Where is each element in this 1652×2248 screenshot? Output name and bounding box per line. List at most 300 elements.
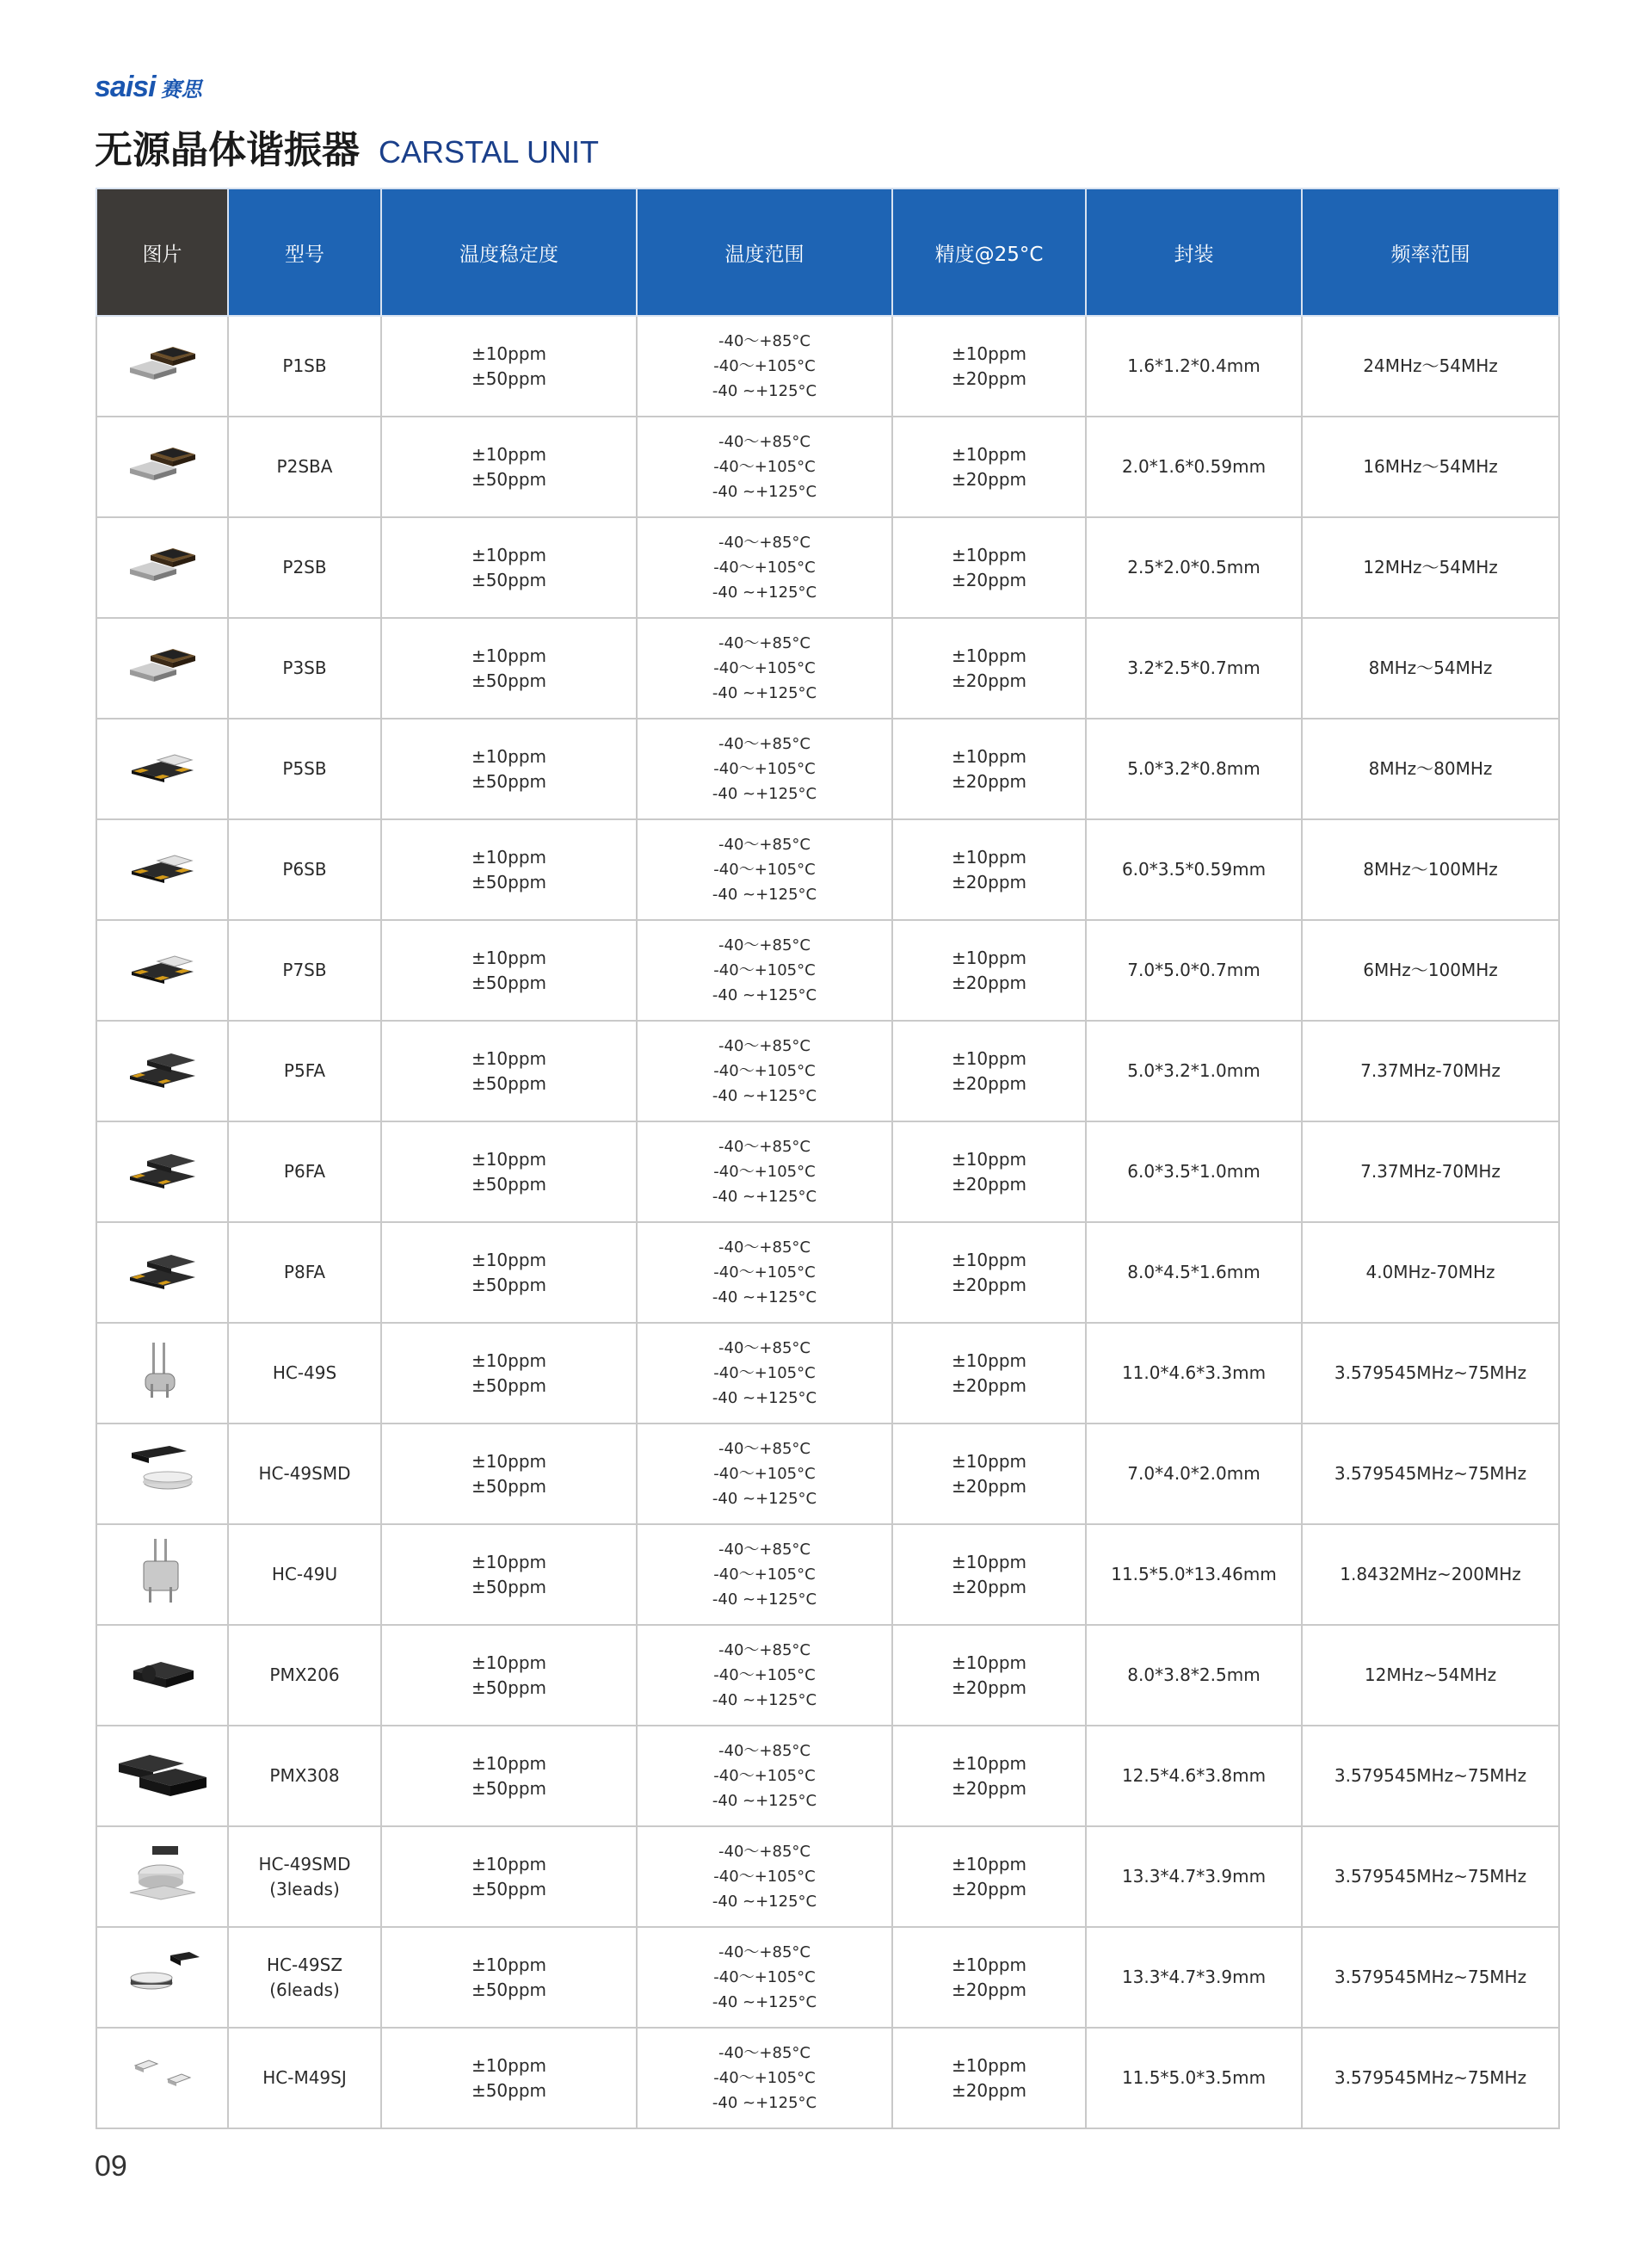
temp-line: -40 ~+125°C (712, 1288, 817, 1306)
package-cell: 1.6*1.2*0.4mm (1086, 316, 1302, 417)
temp-range-cell (637, 417, 892, 517)
model-line: P8FA (283, 1262, 326, 1282)
stability-line: ±50ppm (471, 1576, 547, 1597)
stability-line: ±50ppm (471, 1072, 547, 1094)
model-cell (228, 1021, 381, 1121)
temp-line: -40～+105°C (713, 1566, 816, 1584)
accuracy-cell (892, 1826, 1086, 1927)
freq-range-cell: 3.579545MHz~75MHz (1302, 2028, 1559, 2128)
temp-line: -40～+85°C (718, 2044, 811, 2062)
accuracy-line: ±10ppm (951, 1551, 1027, 1572)
freq-range-cell: 8MHz～54MHz (1302, 618, 1559, 719)
freq-range-cell: 8MHz～100MHz (1302, 819, 1559, 920)
temp-line: -40～+105°C (713, 659, 816, 677)
accuracy-line: ±10ppm (951, 1047, 1027, 1069)
product-image-cell (96, 920, 228, 1021)
accuracy-line: ±20ppm (951, 1576, 1027, 1597)
model-cell (228, 618, 381, 719)
table-header-row (96, 188, 1559, 316)
hc49smd-pair-icon (97, 1442, 227, 1506)
stability-line: ±50ppm (471, 1274, 547, 1295)
header-package: 封装 (1086, 188, 1302, 316)
temp-line: -40 ~+125°C (712, 584, 817, 602)
accuracy-cell (892, 618, 1086, 719)
stability-line: ±10ppm (471, 1954, 547, 1975)
package-cell: 11.0*4.6*3.3mm (1086, 1323, 1302, 1424)
temp-range-cell (637, 316, 892, 417)
accuracy-line: ±20ppm (951, 670, 1027, 691)
accuracy-cell (892, 417, 1086, 517)
temp-line: -40 ~+125°C (712, 1590, 817, 1609)
model-cell (228, 417, 381, 517)
table-row (96, 1424, 1559, 1524)
temp-line: -40 ~+125°C (712, 1490, 817, 1508)
temp-range-cell (637, 1524, 892, 1625)
table-row (96, 1927, 1559, 2028)
model-line: (6leads) (269, 1979, 340, 2000)
table-row (96, 1021, 1559, 1121)
temp-range-cell (637, 1323, 892, 1424)
smd-black-molded-icon (97, 1147, 227, 1197)
temp-line: -40～+105°C (713, 1868, 816, 1886)
product-image-cell (96, 1826, 228, 1927)
smd-ceramic-4pad-dual-icon (97, 543, 227, 593)
temp-range-cell (637, 719, 892, 819)
temp-line: -40 ~+125°C (712, 986, 817, 1004)
accuracy-line: ±10ppm (951, 947, 1027, 968)
model-cell (228, 316, 381, 417)
product-image-cell (96, 1625, 228, 1726)
model-cell (228, 1424, 381, 1524)
model-line: HC-49SMD (258, 1853, 351, 1874)
package-cell: 7.0*5.0*0.7mm (1086, 920, 1302, 1021)
accuracy-line: ±10ppm (951, 443, 1027, 465)
temp-line: -40 ~+125°C (712, 483, 817, 501)
table-row (96, 1323, 1559, 1424)
accuracy-cell (892, 1927, 1086, 2028)
product-image-cell (96, 2028, 228, 2128)
accuracy-line: ±10ppm (951, 343, 1027, 364)
table-row (96, 1524, 1559, 1625)
stability-line: ±50ppm (471, 770, 547, 792)
model-cell (228, 1625, 381, 1726)
through-hole-hc49s-icon (97, 1339, 227, 1408)
accuracy-line: ±10ppm (951, 1853, 1027, 1874)
stability-line: ±50ppm (471, 1979, 547, 2000)
stability-line: ±10ppm (471, 1148, 547, 1170)
product-image-cell (96, 1927, 228, 2028)
temp-range-cell (637, 920, 892, 1021)
model-cell (228, 1726, 381, 1826)
temp-line: -40～+105°C (713, 861, 816, 879)
pmx-black-package-large-icon (97, 1743, 227, 1810)
product-spec-table (96, 188, 1560, 2129)
model-cell (228, 819, 381, 920)
package-cell: 13.3*4.7*3.9mm (1086, 1927, 1302, 2028)
accuracy-cell (892, 920, 1086, 1021)
accuracy-line: ±10ppm (951, 1450, 1027, 1472)
model-line: P2SBA (276, 456, 333, 477)
model-line: HC-49U (271, 1564, 338, 1584)
pmx-black-package-icon (97, 1648, 227, 1703)
product-image-cell (96, 719, 228, 819)
accuracy-cell (892, 1726, 1086, 1826)
model-cell (228, 719, 381, 819)
accuracy-cell (892, 316, 1086, 417)
accuracy-line: ±20ppm (951, 1777, 1027, 1799)
model-line: HC-49S (272, 1362, 337, 1383)
package-cell: 5.0*3.2*1.0mm (1086, 1021, 1302, 1121)
accuracy-line: ±20ppm (951, 1072, 1027, 1094)
accuracy-cell (892, 819, 1086, 920)
temp-line: -40～+105°C (713, 1767, 816, 1785)
freq-range-cell: 3.579545MHz~75MHz (1302, 1927, 1559, 2028)
page-number: 09 (95, 2150, 127, 2183)
stability-line: ±50ppm (471, 1878, 547, 1899)
header-accuracy: 精度@25°C (892, 188, 1086, 316)
accuracy-cell (892, 2028, 1086, 2128)
stability-line: ±10ppm (471, 1450, 547, 1472)
logo-wordmark: saisi (95, 71, 156, 103)
package-cell: 5.0*3.2*0.8mm (1086, 719, 1302, 819)
temp-line: -40 ~+125°C (712, 1087, 817, 1105)
stability-cell (381, 517, 637, 618)
temp-line: -40～+85°C (718, 1943, 811, 1961)
accuracy-line: ±20ppm (951, 569, 1027, 590)
accuracy-line: ±10ppm (951, 1652, 1027, 1673)
stability-cell (381, 618, 637, 719)
stability-cell (381, 819, 637, 920)
temp-line: -40～+105°C (713, 458, 816, 476)
package-cell: 13.3*4.7*3.9mm (1086, 1826, 1302, 1927)
product-image-cell (96, 1524, 228, 1625)
freq-range-cell: 12MHz～54MHz (1302, 517, 1559, 618)
model-line: PMX206 (269, 1664, 340, 1685)
table-body (96, 316, 1559, 2128)
package-cell: 2.5*2.0*0.5mm (1086, 517, 1302, 618)
page-title-en: CARSTAL UNIT (379, 134, 600, 170)
through-hole-hc49u-icon (97, 1537, 227, 1613)
temp-range-cell (637, 1222, 892, 1323)
product-image-cell (96, 1323, 228, 1424)
stability-cell (381, 2028, 637, 2128)
stability-line: ±50ppm (471, 1173, 547, 1195)
accuracy-line: ±20ppm (951, 468, 1027, 490)
accuracy-cell (892, 1524, 1086, 1625)
temp-line: -40～+85°C (718, 836, 811, 854)
temp-range-cell (637, 1625, 892, 1726)
accuracy-line: ±10ppm (951, 645, 1027, 666)
accuracy-cell (892, 1021, 1086, 1121)
temp-line: -40 ~+125°C (712, 1893, 817, 1911)
temp-range-cell (637, 1726, 892, 1826)
package-cell: 7.0*4.0*2.0mm (1086, 1424, 1302, 1524)
temp-line: -40～+85°C (718, 534, 811, 552)
accuracy-line: ±20ppm (951, 871, 1027, 892)
accuracy-line: ±10ppm (951, 1148, 1027, 1170)
accuracy-line: ±10ppm (951, 2054, 1027, 2076)
accuracy-line: ±20ppm (951, 1979, 1027, 2000)
accuracy-line: ±10ppm (951, 745, 1027, 767)
stability-line: ±10ppm (471, 1551, 547, 1572)
table-row (96, 1222, 1559, 1323)
stability-cell (381, 719, 637, 819)
temp-line: -40～+105°C (713, 559, 816, 577)
smd-metal-lid-gold-pads-icon (97, 845, 227, 895)
accuracy-line: ±10ppm (951, 846, 1027, 868)
model-cell (228, 1121, 381, 1222)
model-line: P1SB (282, 355, 327, 376)
smd-ceramic-4pad-dual-icon (97, 442, 227, 492)
stability-line: ±10ppm (471, 443, 547, 465)
accuracy-line: ±20ppm (951, 1374, 1027, 1396)
temp-line: -40 ~+125°C (712, 1389, 817, 1407)
package-cell: 11.5*5.0*3.5mm (1086, 2028, 1302, 2128)
stability-cell (381, 1121, 637, 1222)
temp-line: -40～+85°C (718, 1037, 811, 1055)
model-cell (228, 1222, 381, 1323)
stability-cell (381, 316, 637, 417)
model-cell (228, 1524, 381, 1625)
stability-line: ±10ppm (471, 1249, 547, 1270)
freq-range-cell: 24MHz～54MHz (1302, 316, 1559, 417)
freq-range-cell: 3.579545MHz~75MHz (1302, 1424, 1559, 1524)
stability-cell (381, 1927, 637, 2028)
freq-range-cell: 12MHz~54MHz (1302, 1625, 1559, 1726)
temp-line: -40 ~+125°C (712, 785, 817, 803)
page-title-cn: 无源晶体谐振器 (95, 128, 360, 172)
model-line: P3SB (282, 658, 327, 678)
temp-line: -40～+85°C (718, 1440, 811, 1458)
page-title (95, 119, 599, 174)
accuracy-line: ±10ppm (951, 1752, 1027, 1774)
stability-line: ±10ppm (471, 544, 547, 565)
product-image-cell (96, 1021, 228, 1121)
table-row (96, 517, 1559, 618)
temp-line: -40～+85°C (718, 1339, 811, 1357)
temp-line: -40～+85°C (718, 735, 811, 753)
freq-range-cell: 1.8432MHz~200MHz (1302, 1524, 1559, 1625)
header-stability: 温度稳定度 (381, 188, 637, 316)
smd-ceramic-4pad-dual-icon (97, 644, 227, 694)
package-cell: 12.5*4.6*3.8mm (1086, 1726, 1302, 1826)
smd-black-molded-icon (97, 1248, 227, 1298)
temp-range-cell (637, 517, 892, 618)
table-row (96, 316, 1559, 417)
stability-cell (381, 417, 637, 517)
temp-line: -40～+105°C (713, 1062, 816, 1080)
temp-line: -40～+105°C (713, 1163, 816, 1181)
freq-range-cell: 16MHz～54MHz (1302, 417, 1559, 517)
temp-line: -40～+85°C (718, 936, 811, 954)
temp-line: -40～+85°C (718, 634, 811, 652)
accuracy-line: ±20ppm (951, 1274, 1027, 1295)
freq-range-cell: 3.579545MHz~75MHz (1302, 1826, 1559, 1927)
model-line: P6SB (282, 859, 327, 880)
stability-cell (381, 920, 637, 1021)
smd-metal-lid-gold-pads-icon (97, 946, 227, 996)
temp-line: -40～+105°C (713, 1263, 816, 1281)
stability-line: ±10ppm (471, 1853, 547, 1874)
model-line: P5SB (282, 758, 327, 779)
accuracy-line: ±20ppm (951, 367, 1027, 389)
freq-range-cell: 3.579545MHz~75MHz (1302, 1323, 1559, 1424)
temp-line: -40～+105°C (713, 961, 816, 979)
stability-line: ±50ppm (471, 670, 547, 691)
table-row (96, 618, 1559, 719)
freq-range-cell: 7.37MHz-70MHz (1302, 1021, 1559, 1121)
table-row (96, 819, 1559, 920)
freq-range-cell: 8MHz～80MHz (1302, 719, 1559, 819)
table-row (96, 1121, 1559, 1222)
table-row (96, 1625, 1559, 1726)
accuracy-line: ±20ppm (951, 1475, 1027, 1497)
accuracy-line: ±10ppm (951, 544, 1027, 565)
logo-chinese-name: 赛思 (160, 77, 202, 102)
temp-line: -40 ~+125°C (712, 1188, 817, 1206)
stability-line: ±50ppm (471, 972, 547, 993)
stability-line: ±50ppm (471, 569, 547, 590)
temp-range-cell (637, 2028, 892, 2128)
hc49sz-6lead-icon (97, 1948, 227, 2007)
accuracy-cell (892, 1121, 1086, 1222)
smd-metal-lid-gold-pads-icon (97, 744, 227, 794)
model-line: HC-M49SJ (262, 2067, 347, 2088)
product-image-cell (96, 316, 228, 417)
temp-line: -40～+105°C (713, 1465, 816, 1483)
freq-range-cell: 6MHz～100MHz (1302, 920, 1559, 1021)
accuracy-cell (892, 1323, 1086, 1424)
accuracy-line: ±10ppm (951, 1349, 1027, 1371)
stability-line: ±50ppm (471, 367, 547, 389)
temp-line: -40 ~+125°C (712, 886, 817, 904)
table-row (96, 920, 1559, 1021)
temp-line: -40 ~+125°C (712, 382, 817, 400)
package-cell: 3.2*2.5*0.7mm (1086, 618, 1302, 719)
product-image-cell (96, 1222, 228, 1323)
package-cell: 2.0*1.6*0.59mm (1086, 417, 1302, 517)
stability-line: ±50ppm (471, 871, 547, 892)
product-image-cell (96, 1726, 228, 1826)
header-temp-range: 温度范围 (637, 188, 892, 316)
stability-line: ±50ppm (471, 2079, 547, 2101)
product-image-cell (96, 517, 228, 618)
table-row (96, 719, 1559, 819)
temp-line: -40～+105°C (713, 760, 816, 778)
accuracy-cell (892, 1424, 1086, 1524)
freq-range-cell: 3.579545MHz~75MHz (1302, 1726, 1559, 1826)
stability-cell (381, 1826, 637, 1927)
temp-line: -40～+85°C (718, 1238, 811, 1257)
stability-line: ±10ppm (471, 1047, 547, 1069)
model-cell (228, 517, 381, 618)
temp-range-cell (637, 1121, 892, 1222)
stability-line: ±10ppm (471, 343, 547, 364)
freq-range-cell: 4.0MHz-70MHz (1302, 1222, 1559, 1323)
temp-line: -40 ~+125°C (712, 1792, 817, 1810)
model-line: P2SB (282, 557, 327, 577)
temp-line: -40～+105°C (713, 1364, 816, 1382)
stability-line: ±10ppm (471, 1752, 547, 1774)
accuracy-line: ±20ppm (951, 770, 1027, 792)
stability-cell (381, 1726, 637, 1826)
model-line: P6FA (283, 1161, 326, 1182)
temp-line: -40～+85°C (718, 1541, 811, 1559)
accuracy-line: ±20ppm (951, 2079, 1027, 2101)
temp-line: -40 ~+125°C (712, 1993, 817, 2011)
table-row (96, 1826, 1559, 1927)
temp-line: -40 ~+125°C (712, 684, 817, 702)
product-image-cell (96, 1424, 228, 1524)
stability-cell (381, 1222, 637, 1323)
model-line: P5FA (283, 1060, 326, 1081)
accuracy-cell (892, 517, 1086, 618)
model-line: P7SB (282, 960, 327, 980)
accuracy-line: ±20ppm (951, 1173, 1027, 1195)
header-image: 图片 (96, 188, 228, 316)
package-cell: 8.0*4.5*1.6mm (1086, 1222, 1302, 1323)
smd-black-molded-icon (97, 1047, 227, 1096)
freq-range-cell: 7.37MHz-70MHz (1302, 1121, 1559, 1222)
stability-line: ±10ppm (471, 745, 547, 767)
accuracy-line: ±10ppm (951, 1249, 1027, 1270)
temp-line: -40～+105°C (713, 1666, 816, 1684)
package-cell: 11.5*5.0*13.46mm (1086, 1524, 1302, 1625)
temp-line: -40～+85°C (718, 1843, 811, 1861)
table-row (96, 2028, 1559, 2128)
header-freq-range: 频率范围 (1302, 188, 1559, 316)
accuracy-line: ±20ppm (951, 1677, 1027, 1698)
hc49smd-3lead-icon (97, 1843, 227, 1911)
model-cell (228, 1927, 381, 2028)
temp-line: -40～+85°C (718, 1138, 811, 1156)
temp-line: -40～+85°C (718, 332, 811, 350)
model-cell (228, 920, 381, 1021)
table-row (96, 417, 1559, 517)
stability-line: ±50ppm (471, 1475, 547, 1497)
stability-line: ±10ppm (471, 1349, 547, 1371)
model-cell (228, 1323, 381, 1424)
stability-cell (381, 1021, 637, 1121)
model-cell (228, 2028, 381, 2128)
brand-logo (95, 71, 202, 104)
product-image-cell (96, 1121, 228, 1222)
temp-line: -40～+85°C (718, 1641, 811, 1659)
temp-range-cell (637, 819, 892, 920)
temp-line: -40～+105°C (713, 1968, 816, 1986)
temp-line: -40～+85°C (718, 433, 811, 451)
temp-range-cell (637, 1021, 892, 1121)
stability-line: ±10ppm (471, 947, 547, 968)
package-cell: 6.0*3.5*0.59mm (1086, 819, 1302, 920)
model-line: HC-49SMD (258, 1463, 351, 1484)
accuracy-cell (892, 1625, 1086, 1726)
product-image-cell (96, 618, 228, 719)
accuracy-line: ±10ppm (951, 1954, 1027, 1975)
model-line: HC-49SZ (266, 1954, 343, 1975)
smd-ceramic-4pad-dual-icon (97, 342, 227, 392)
accuracy-line: ±20ppm (951, 972, 1027, 993)
model-line: (3leads) (269, 1878, 340, 1899)
stability-cell (381, 1424, 637, 1524)
stability-line: ±50ppm (471, 1374, 547, 1396)
model-line: PMX308 (269, 1765, 340, 1786)
accuracy-line: ±20ppm (951, 1878, 1027, 1899)
stability-line: ±10ppm (471, 2054, 547, 2076)
temp-line: -40～+105°C (713, 2069, 816, 2087)
temp-range-cell (637, 1927, 892, 2028)
stability-line: ±10ppm (471, 846, 547, 868)
